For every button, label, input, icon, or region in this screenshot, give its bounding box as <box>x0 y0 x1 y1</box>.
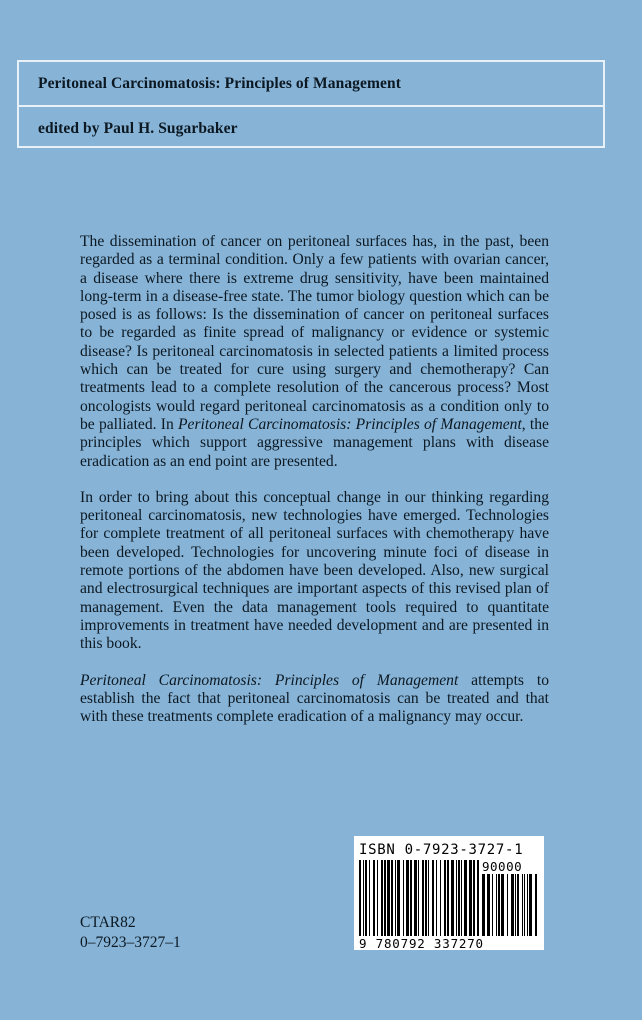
barcode-bar <box>473 860 475 936</box>
addon-barcode <box>482 874 540 936</box>
blurb-paragraph-3 <box>80 672 549 727</box>
barcode-bar <box>414 860 417 936</box>
ean-barcode <box>359 860 479 936</box>
barcode-bar <box>451 860 454 936</box>
barcode-bar <box>461 860 462 936</box>
barcode-bar <box>447 860 449 936</box>
blurb-p1-end: , the principles which support aggressive management plans with disease eradication as an end point are presented. <box>80 415 549 470</box>
barcode-bar <box>418 860 419 936</box>
barcode-bar <box>387 860 390 936</box>
isbn-label: ISBN 0-7923-3727-1 <box>359 842 524 858</box>
title-box <box>17 60 605 148</box>
catalog-code: CTAR82 <box>80 914 136 931</box>
barcode-bar <box>369 860 370 936</box>
catalog-codes <box>80 913 181 953</box>
blurb-p1-italic: Peritoneal Carcinomatosis: Principles of Management <box>178 415 522 433</box>
barcode-bar <box>406 860 409 936</box>
blurb-p3-italic: Peritoneal Carcinomatosis: Principles of Management <box>80 671 459 689</box>
barcode-bar <box>507 874 508 936</box>
blurb-p3-end: attempts to establish the fact that peritoneal carcinomatosis can be treated and that with these treatments complete eradication of a malignancy may occur. <box>80 671 549 726</box>
barcode-box <box>354 836 544 950</box>
barcode-bar <box>397 860 400 936</box>
barcode-bar <box>422 860 424 936</box>
barcode-bar <box>365 860 367 936</box>
barcode-bar <box>527 874 528 936</box>
barcode-bar <box>487 874 490 936</box>
barcode-bar <box>363 860 364 936</box>
book-editor: edited by Paul H. Sugarbaker <box>38 119 238 137</box>
barcode-bar <box>492 874 493 936</box>
book-title: Peritoneal Carcinomatosis: Principles of Management <box>38 74 401 92</box>
barcode-bar <box>464 860 467 936</box>
barcode-bar <box>458 860 460 936</box>
blurb-p1-text: The dissemination of cancer on peritoneal surfaces has, in the past, been regarded as a terminal condition. Only a few patients with ovarian cancer, a disease where there is extreme drug sensitivity, have been maintained long-term in a disease-free state. The tumor biology question which can be posed is as follows: Is the dissemination of cancer on peritoneal surfaces to be regarded as finite spread of malignancy or evidence or systemic disease? Is peritoneal carcinomatosis in selected patients a limited process which can be treated for cure using surgery and chemotherapy? Can treatments lead to a complete resolution of the cancerous process? Most oncologists would regard peritoneal carcinomatosis as a condition only to be palliated. In <box>80 233 549 433</box>
blurb <box>80 233 549 744</box>
barcode-bar <box>496 874 497 936</box>
barcode-bar <box>381 860 383 936</box>
barcode-bar <box>469 860 472 936</box>
blurb-paragraph-1 <box>80 233 549 471</box>
barcode-bar <box>436 860 437 936</box>
barcode-bar <box>456 860 457 936</box>
barcode-bar <box>444 860 446 936</box>
barcode-bar <box>477 860 479 936</box>
barcode-bar <box>425 860 427 936</box>
barcode-bar <box>403 860 404 936</box>
barcode-bar <box>384 860 386 936</box>
barcode-bar <box>498 874 500 936</box>
barcode-bar <box>501 874 504 936</box>
addon-block <box>482 860 540 936</box>
barcode-bar <box>529 874 532 936</box>
barcode-bar <box>522 874 523 936</box>
barcode-bar <box>511 874 514 936</box>
barcode-bar <box>440 860 441 936</box>
isbn-plain: 0–7923–3727–1 <box>80 934 181 951</box>
barcode-bar <box>517 874 519 936</box>
barcode-bar <box>377 860 378 936</box>
barcode-bar <box>515 874 516 936</box>
barcode-bar <box>373 860 375 936</box>
blurb-paragraph-2 <box>80 489 549 654</box>
barcode-bar <box>391 860 393 936</box>
addon-digits: 90000 <box>482 859 523 874</box>
barcode-bar <box>395 860 396 936</box>
barcode-bar <box>524 874 525 936</box>
barcode-bar <box>359 860 361 936</box>
barcode-bar <box>535 874 537 936</box>
barcode-bar <box>410 860 412 936</box>
blurb-p2-text: In order to bring about this conceptual change in our thinking regarding peritoneal carcinomatosis, new technologies have emerged. Technologies for complete treatment of all peritoneal surfaces with chemotherapy have been developed. Technologies for uncovering minute foci of disease in remote portions of the abdomen have been developed. Also, new surgical and electrosurgical techniques are important aspects of this revised plan of management. Even the data management tools required to quantitate improvements in treatment have needed development and are presented in this book. <box>80 488 549 653</box>
barcode-bar <box>428 860 429 936</box>
barcode-bars-row <box>359 860 540 936</box>
barcode-bar <box>482 874 485 936</box>
ean-digits: 9 780792 337270 <box>359 936 484 951</box>
barcode-bar <box>432 860 434 936</box>
